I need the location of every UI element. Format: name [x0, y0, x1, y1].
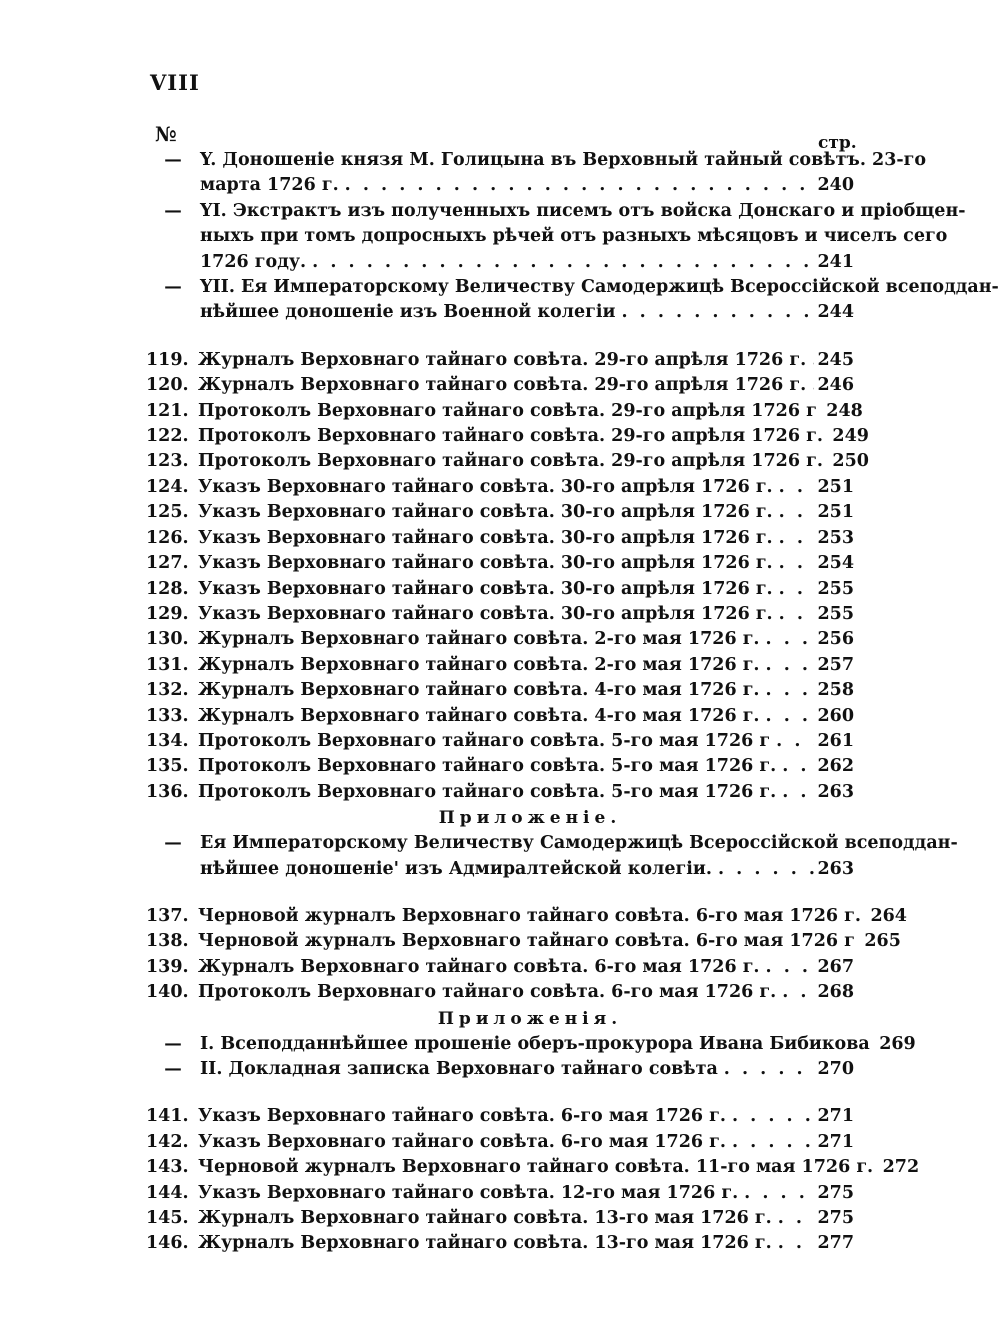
entry-title: Протоколъ Верховнаго тайнаго совѣта. 29-го апрѣля 1726 г.	[198, 451, 823, 472]
dot-leader	[726, 1104, 814, 1129]
entry-title: II. Докладная записка Верховнаго тайнаго совѣта	[200, 1059, 718, 1079]
dot-leader	[770, 729, 814, 754]
toc-entry	[146, 904, 907, 929]
entry-page-number: 269	[879, 1033, 916, 1054]
entry-number: 121.	[146, 400, 189, 421]
entry-number: 138.	[146, 931, 189, 952]
entry-title: Журналъ Верховнаго тайнаго совѣта. 13-го мая 1726 г.	[198, 1208, 772, 1229]
entry-title: Указъ Верховнаго тайнаго совѣта. 30-го апрѣля 1726 г.	[198, 502, 773, 523]
entry-page-number: 250	[832, 451, 869, 472]
entry-page-number: 253	[817, 527, 854, 548]
entry-title: Журналъ Верховнаго тайнаго совѣта. 2-го мая 1726 г.	[198, 629, 760, 650]
dot-leader	[712, 857, 814, 882]
entry-page-number: 262	[817, 756, 854, 777]
dot-leader	[760, 678, 814, 703]
entry-number: 125.	[146, 502, 189, 523]
entry-number: 133.	[146, 705, 189, 726]
toc-entry	[146, 678, 854, 703]
section-spacer	[146, 882, 854, 904]
entry-title: Протоколъ Верховнаго тайнаго совѣта. 5-го мая 1726 г.	[198, 781, 777, 802]
entry-title: 1726 году.	[200, 251, 307, 272]
entry-page-number: 270	[817, 1059, 854, 1079]
dot-leader	[773, 500, 814, 525]
entry-page-number: 244	[817, 302, 854, 323]
toc-entry	[146, 1155, 920, 1180]
entry-dash: —	[164, 1059, 182, 1079]
entry-title: Указъ Верховнаго тайнаго совѣта. 30-го апрѣля 1726 г.	[198, 603, 773, 624]
toc-entry	[146, 1130, 854, 1155]
dot-leader	[772, 1231, 814, 1256]
entry-title: Указъ Верховнаго тайнаго совѣта. 6-го мая 1726 г.	[198, 1106, 726, 1127]
entry-page-number: 260	[817, 705, 854, 726]
entry-page-number: 271	[817, 1106, 854, 1127]
section-spacer	[146, 1082, 854, 1104]
entry-number: 134.	[146, 730, 189, 751]
entry-title: Протоколъ Верховнаго тайнаго совѣта. 29-го апрѣля 1726 г.	[198, 426, 823, 447]
entry-page-number: 255	[817, 578, 854, 599]
table-of-contents	[146, 148, 999, 1257]
entry-page-number: 264	[870, 905, 907, 926]
toc-entry	[146, 348, 854, 373]
entry-page-number: 258	[817, 680, 854, 701]
entry-number: 130.	[146, 629, 189, 650]
entry-title: Черновой журналъ Верховнаго тайнаго совѣта. 6-го мая 1726 г	[198, 931, 855, 952]
entry-title: Указъ Верховнаго тайнаго совѣта. 30-го апрѣля 1726 г.	[198, 578, 773, 599]
toc-entry	[146, 449, 869, 474]
entry-page-number: 261	[817, 730, 854, 751]
dot-leader	[806, 373, 814, 398]
entry-number: 123.	[146, 451, 189, 472]
entry-number: 135.	[146, 756, 189, 777]
toc-subentry	[146, 1032, 916, 1057]
entry-page-number: 256	[817, 629, 854, 650]
toc-subentry	[146, 148, 927, 199]
entry-title: марта 1726 г.	[200, 175, 339, 196]
entry-number: 141.	[146, 1106, 189, 1127]
entry-dash: —	[164, 200, 182, 221]
entry-title: Протоколъ Верховнаго тайнаго совѣта. 6-го мая 1726 г.	[198, 982, 777, 1003]
entry-page-number: 267	[817, 956, 854, 977]
dot-leader	[726, 1130, 814, 1155]
entry-page-number: 245	[817, 349, 854, 370]
entry-number: 146.	[146, 1233, 189, 1254]
entry-page-number: 275	[817, 1182, 854, 1203]
dot-leader	[776, 780, 814, 805]
dot-leader	[738, 1181, 814, 1206]
entry-number: 140.	[146, 982, 189, 1003]
entry-page-number: 257	[817, 654, 854, 675]
entry-page-number: 265	[864, 931, 901, 952]
toc-entry	[146, 729, 854, 754]
toc-entry	[146, 780, 854, 805]
dot-leader	[772, 1206, 814, 1231]
entry-title: Журналъ Верховнаго тайнаго совѣта. 29-го апрѣля 1726 г.	[198, 349, 807, 370]
entry-page-number: 268	[817, 982, 854, 1003]
toc-subentry	[146, 199, 966, 275]
toc-entry	[146, 551, 854, 576]
entry-dash: —	[164, 1033, 182, 1054]
entry-page-number: 251	[817, 502, 854, 523]
entry-number: 132.	[146, 680, 189, 701]
entry-page-number: 263	[817, 781, 854, 802]
toc-entry	[146, 980, 854, 1005]
entry-title: Журналъ Верховнаго тайнаго совѣта. 6-го мая 1726 г.	[198, 956, 760, 977]
dot-leader	[615, 300, 814, 325]
dot-leader	[773, 602, 814, 627]
entry-number: 128.	[146, 578, 189, 599]
entry-number: 126.	[146, 527, 189, 548]
entry-number: 119.	[146, 349, 189, 370]
entry-number: 145.	[146, 1208, 189, 1229]
entry-page-number: 251	[817, 476, 854, 497]
toc-entry	[146, 1206, 854, 1231]
entry-page-number: 248	[826, 400, 863, 421]
dot-leader	[760, 955, 814, 980]
toc-entry	[146, 1231, 854, 1256]
toc-subentry	[146, 831, 958, 882]
toc-entry	[146, 526, 854, 551]
section-spacer	[146, 326, 854, 348]
toc-entry	[146, 653, 854, 678]
toc-entry	[146, 373, 854, 398]
dot-leader	[760, 627, 814, 652]
entry-dash: —	[164, 150, 182, 170]
entry-page-number: 263	[817, 858, 854, 879]
dot-leader	[306, 250, 814, 275]
entry-number: 139.	[146, 956, 189, 977]
appendix-caption: Приложенія.	[437, 1008, 623, 1029]
entry-title: Указъ Верховнаго тайнаго совѣта. 30-го апрѣля 1726 г.	[198, 553, 773, 574]
toc-entry	[146, 500, 854, 525]
entry-title: Журналъ Верховнаго тайнаго совѣта. 29-го апрѣля 1726 г.	[198, 375, 807, 396]
toc-entry	[146, 627, 854, 652]
toc-entry	[146, 955, 854, 980]
entry-page-number: 240	[817, 175, 854, 196]
dot-leader	[339, 173, 814, 198]
entry-text-line: ныхъ при томъ допросныхъ рѣчей отъ разныхъ мѣсяцовъ и чиселъ сего	[200, 226, 948, 247]
entry-number: 129.	[146, 603, 189, 624]
entry-title: Черновой журналъ Верховнаго тайнаго совѣта. 6-го мая 1726 г.	[198, 905, 861, 926]
entry-number: 124.	[146, 476, 189, 497]
entry-title: нѣйшее доношеніе' изъ Адмиралтейской колегіи.	[200, 858, 712, 879]
toc-entry	[146, 399, 863, 424]
toc-entry	[146, 602, 854, 627]
toc-entry	[146, 929, 901, 954]
entry-number: 120.	[146, 375, 189, 396]
entry-title: Протоколъ Верховнаго тайнаго совѣта. 5-го мая 1726 г.	[198, 756, 777, 777]
dot-leader	[773, 475, 814, 500]
entry-title: Указъ Верховнаго тайнаго совѣта. 30-го апрѣля 1726 г.	[198, 527, 773, 548]
toc-subentry	[146, 275, 999, 326]
entry-title: Журналъ Верховнаго тайнаго совѣта. 4-го мая 1726 г.	[198, 680, 760, 701]
entry-number: 122.	[146, 426, 189, 447]
entry-number: 143.	[146, 1157, 189, 1178]
toc-entry	[146, 704, 854, 729]
entry-page-number: 254	[817, 553, 854, 574]
entry-number: 136.	[146, 781, 189, 802]
toc-entry	[146, 1104, 854, 1129]
entry-title: Протоколъ Верховнаго тайнаго совѣта. 5-го мая 1726 г	[198, 730, 771, 751]
entry-page-number: 275	[817, 1208, 854, 1229]
dot-leader	[760, 704, 814, 729]
entry-number: 137.	[146, 905, 189, 926]
entry-text-line: YI. Экстрактъ изъ полученныхъ писемъ отъ войска Донскаго и пріобщен-	[200, 200, 966, 221]
entry-title: Журналъ Верховнаго тайнаго совѣта. 2-го мая 1726 г.	[198, 654, 760, 675]
entry-dash: —	[164, 277, 182, 298]
entry-title: I. Всеподданнѣйшее прошеніе оберъ-прокурора Ивана Бибикова	[200, 1033, 870, 1054]
entry-text-line: Ея Императорскому Величеству Самодержицѣ Всероссійской всеподдан-	[200, 833, 958, 854]
entry-title: Указъ Верховнаго тайнаго совѣта. 6-го мая 1726 г.	[198, 1131, 726, 1152]
dot-leader	[760, 653, 814, 678]
entry-title: Черновой журналъ Верховнаго тайнаго совѣта. 11-го мая 1726 г.	[198, 1157, 874, 1178]
entry-dash: —	[164, 833, 182, 854]
entry-title: Указъ Верховнаго тайнаго совѣта. 30-го апрѣля 1726 г.	[198, 476, 773, 497]
toc-entry	[146, 754, 854, 779]
dot-leader	[806, 348, 814, 373]
dot-leader	[776, 754, 814, 779]
number-column-header: №	[155, 122, 177, 146]
entry-page-number: 277	[817, 1233, 854, 1254]
dot-leader	[773, 551, 814, 576]
dot-leader	[776, 980, 814, 1005]
entry-page-number: 241	[817, 251, 854, 272]
entry-number: 127.	[146, 553, 189, 574]
entry-page-number: 255	[817, 603, 854, 624]
toc-subentry	[146, 1057, 854, 1082]
entry-title: нѣйшее доношеніе изъ Военной колегіи	[200, 302, 616, 323]
entry-page-number: 271	[817, 1131, 854, 1152]
dot-leader	[773, 526, 814, 551]
entry-title: Журналъ Верховнаго тайнаго совѣта. 13-го мая 1726 г.	[198, 1233, 772, 1254]
toc-entry	[146, 424, 869, 449]
entry-page-number: 249	[832, 426, 869, 447]
dot-leader	[773, 577, 814, 602]
toc-entry	[146, 577, 854, 602]
dot-leader	[718, 1057, 814, 1082]
entry-page-number: 272	[882, 1157, 920, 1178]
entry-number: 144.	[146, 1182, 189, 1203]
appendix-caption: Приложеніе.	[438, 808, 622, 829]
page-column-header: стр.	[818, 133, 857, 153]
entry-title: Протоколъ Верховнаго тайнаго совѣта. 29-го апрѣля 1726 г	[198, 400, 817, 421]
entry-page-number: 246	[817, 375, 854, 396]
toc-entry	[146, 475, 854, 500]
toc-entry	[146, 1181, 854, 1206]
entry-text-line: Y. Доношеніе князя М. Голицына въ Верховный тайный совѣтъ. 23-го	[200, 150, 927, 170]
entry-text-line: YII. Ея Императорскому Величеству Самодержицѣ Всероссійской всеподдан-	[200, 277, 999, 298]
page-number: VIII	[150, 70, 200, 95]
entry-title: Журналъ Верховнаго тайнаго совѣта. 4-го мая 1726 г.	[198, 705, 760, 726]
entry-title: Указъ Верховнаго тайнаго совѣта. 12-го мая 1726 г.	[198, 1182, 739, 1203]
entry-number: 142.	[146, 1131, 189, 1152]
entry-number: 131.	[146, 654, 189, 675]
